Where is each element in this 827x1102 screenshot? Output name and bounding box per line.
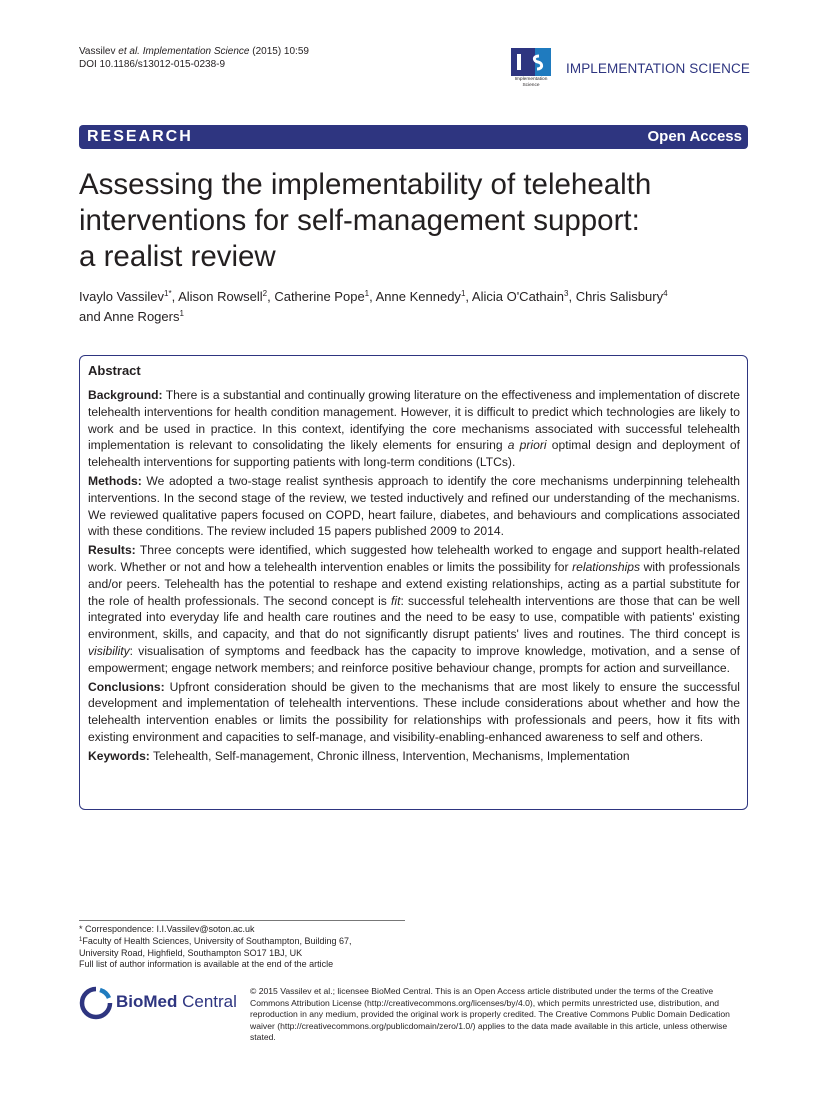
citation-journal: et al. Implementation Science	[118, 46, 250, 57]
citation-volume: (2015) 10:59	[249, 46, 309, 57]
author[interactable]: Alicia O'Cathain$^3$	[471, 289, 569, 304]
footnotes	[79, 924, 419, 971]
journal-logo-small-text: Implementation Science	[514, 77, 548, 88]
citation-authors: Vassilev	[79, 46, 116, 57]
journal-logo[interactable]	[511, 48, 751, 92]
abstract-conclusions: Conclusions: Upfront consideration should be given to the mechanisms that are most likely to ensure the successful development and implementation of telehealth interventions. These include considerations about whether and how the telehealth intervention enables or limits the possibility for relationships with professionals and peers, how it fits with existing environment and capacities to self-manage, and visibility-enabling-enhanced awareness to self and others.	[88, 679, 740, 744]
author[interactable]: Alison Rowsell$^2$	[178, 289, 268, 304]
doi-line: DOI 10.1186/s13012-015-0238-9	[79, 59, 226, 70]
citation-header	[79, 45, 309, 71]
affiliation-line: $^1$Faculty of Health Sciences, University of Southampton, Building 67,	[79, 935, 352, 946]
open-access-label: Open Access	[647, 128, 742, 145]
abstract-methods: Methods: We adopted a two-stage realist synthesis approach to identify the core mechanisms underpinning telehealth interventions. In the second stage of the review, we tested inductively and refined our understanding of the mechanisms. We reviewed qualitative papers focused on COPD, heart failure, diabetes, and behaviours and complications associated with these conditions. The review included 15 papers published 2009 to 2014.	[88, 473, 740, 539]
author[interactable]: Chris Salisbury$^4$	[575, 289, 668, 304]
abstract-results: Results: Three concepts were identified, which suggested how telehealth worked to engage and support health-related work. Whether or not and how a telehealth intervention enables or limits the possibility for relationships with professionals and/or peers. Telehealth has the potential to reshape and extend existing relationships, acting as a partial substitute for the role of health professionals. The second concept is fit: successful telehealth interventions are those that can be well integrated into everyday life and health care routines and the need to be easy to use, compatible with patients' existing environment, skills, and capacity, and that do not significantly disrupt patients' lives and routines. The third concept is visibility: visualisation of symptoms and feedback has the capacity to improve knowledge, motivation, and a sense of empowerment; engage network members; and reinforce positive behaviour change, prompts for action and surveillance.	[88, 543, 740, 675]
abstract-heading: Abstract	[88, 363, 141, 378]
article-title: Assessing the implementability of telehealth interventions for self-management support: a realist review	[79, 168, 652, 273]
citation-line	[79, 45, 309, 58]
author-list: Ivaylo Vassilev$^{1*}$, Alison Rowsell$^2$, Catherine Pope$^1$, Anne Kennedy$^1$, Alicia O'Cathain$^3$, Chris Salisbury$^4$ and Anne Rogers$^1$	[79, 289, 668, 324]
abstract-keywords: Keywords: Telehealth, Self-management, Chronic illness, Intervention, Mechanisms, Implementation	[88, 748, 630, 763]
journal-name: IMPLEMENTATION SCIENCE	[566, 61, 750, 76]
author[interactable]: Anne Kennedy$^1$	[375, 289, 466, 304]
footnote-divider	[79, 920, 405, 921]
correspondence-line[interactable]: * Correspondence: I.I.Vassilev@soton.ac.uk	[79, 924, 255, 934]
author[interactable]: and Anne Rogers$^1$	[79, 309, 184, 324]
article-type-banner	[79, 125, 748, 149]
article-type-label: RESEARCH	[87, 128, 193, 145]
author[interactable]: Ivaylo Vassilev$^{1*}$	[79, 289, 172, 304]
affiliation-line-2: University Road, Highfield, Southampton SO17 1BJ, UK	[79, 947, 303, 958]
license-text: © 2015 Vassilev et al.; licensee BioMed Central. This is an Open Access article distributed under the terms of the Creative Commons Attribution License (http://creativecommons.org/licenses/by/4.0), which permits unrestricted use, distribution, and reproduction in any medium, provided the original work is properly credited. The Creative Commons Public Domain Dedication waiver (http://creativecommons.org/publicdomain/zero/1.0/) applies to the data made available in this article, unless otherwise stated.	[250, 986, 730, 1043]
biomed-logo-icon	[79, 986, 113, 1020]
publisher-name: BioMed Central	[116, 992, 237, 1011]
author-info-note: Full list of author information is available at the end of the article	[79, 959, 334, 970]
abstract-box	[79, 355, 748, 810]
abstract-body	[88, 387, 740, 767]
journal-logo-icon	[511, 48, 551, 92]
author[interactable]: Catherine Pope$^1$	[274, 289, 370, 304]
abstract-background: Background: There is a substantial and continually growing literature on the effectiveness and implementation of discrete telehealth interventions for health condition management. However, it is difficult to predict which technologies are likely to work and be used in practice. In this context, identifying the core mechanisms associated with successful telehealth implementation is relevant to consolidating the likely elements for ensuring a priori optimal design and deployment of telehealth interventions for supporting patients with long-term conditions (LTCs).	[88, 388, 740, 470]
publisher-logo[interactable]	[79, 986, 239, 1020]
